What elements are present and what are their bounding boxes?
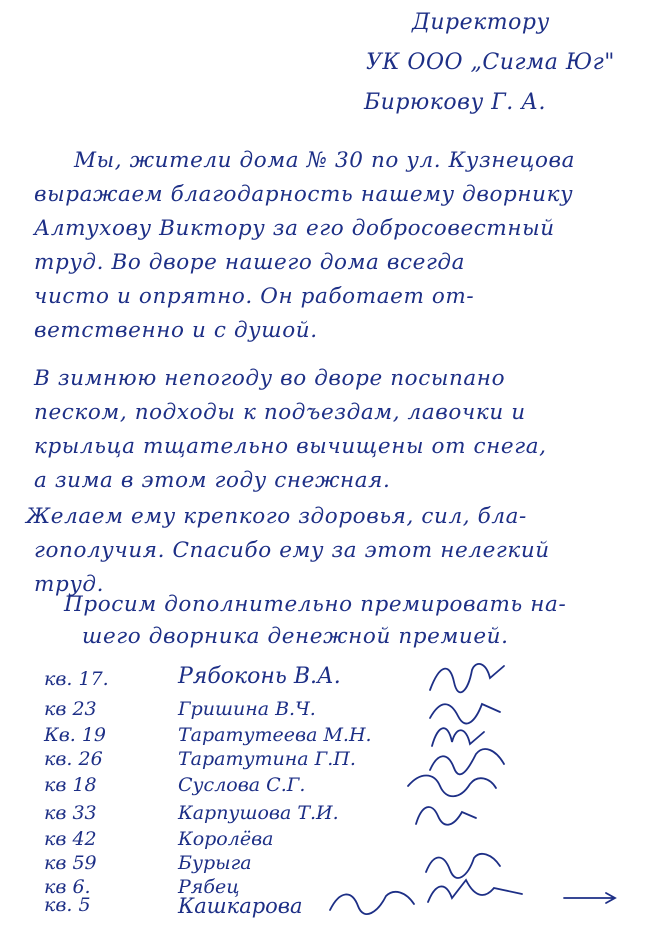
body-line: чисто и опрятно. Он работает от- — [34, 284, 475, 309]
resident-name: Таратутина Г.П. — [178, 748, 356, 770]
signature-row — [30, 894, 640, 926]
resident-name: Гришина В.Ч. — [178, 698, 316, 720]
body-line: труд. — [34, 572, 105, 597]
body-line: Мы, жители дома № 30 по ул. Кузнецова — [74, 148, 576, 173]
body-line: труд. Во дворе нашего дома всегда — [34, 250, 466, 275]
resident-name: Кашкарова — [178, 894, 303, 918]
signature-list — [30, 664, 640, 919]
apartment-number: кв 23 — [44, 698, 97, 720]
apartment-number: кв 59 — [44, 852, 97, 874]
body-line: а зима в этом году снежная. — [34, 468, 391, 493]
body-line: песком, подходы к подъездам, лавочки и — [34, 400, 526, 425]
body-line: Просим дополнительно премировать на- — [64, 592, 567, 617]
apartment-number: кв 42 — [44, 828, 97, 850]
apartment-number: кв. 5 — [44, 894, 91, 916]
body-line: Алтухову Виктору за его добросовестный — [34, 216, 555, 241]
body-line: гополучия. Спасибо ему за этот нелегкий — [34, 538, 550, 563]
apartment-number: кв 18 — [44, 774, 97, 796]
apartment-number: Кв. 19 — [44, 724, 107, 746]
body-line: В зимнюю непогоду во дворе посыпано — [34, 366, 506, 391]
addressee-line: Директору — [412, 10, 550, 35]
apartment-number: кв. 17. — [44, 668, 109, 690]
body-line: шего дворника денежной премией. — [82, 624, 509, 649]
resident-name: Бурыга — [178, 852, 252, 874]
body-line: ветственно и с душой. — [34, 318, 318, 343]
apartment-number: кв 33 — [44, 802, 97, 824]
resident-name: Карпушова Т.И. — [178, 802, 339, 824]
apartment-number: кв. 26 — [44, 748, 103, 770]
resident-name: Таратутеева М.Н. — [178, 724, 372, 746]
addressee-line: УК ООО „Сигма Юг" — [366, 50, 615, 75]
body-line: выражаем благодарность нашему дворнику — [34, 182, 574, 207]
addressee-line: Бирюкову Г. А. — [364, 90, 546, 115]
body-line: Желаем ему крепкого здоровья, сил, бла- — [26, 504, 527, 529]
arrow-right-icon — [560, 890, 620, 906]
apartment-number: кв 6. — [44, 876, 91, 898]
resident-name: Рябоконь В.А. — [178, 664, 341, 689]
resident-name: Рябец — [178, 876, 240, 898]
resident-name: Королёва — [178, 828, 274, 850]
resident-name: Суслова С.Г. — [178, 774, 306, 796]
body-line: крыльца тщательно вычищены от снега, — [34, 434, 547, 459]
signature-scribble — [322, 882, 442, 922]
signature-row — [30, 664, 640, 700]
